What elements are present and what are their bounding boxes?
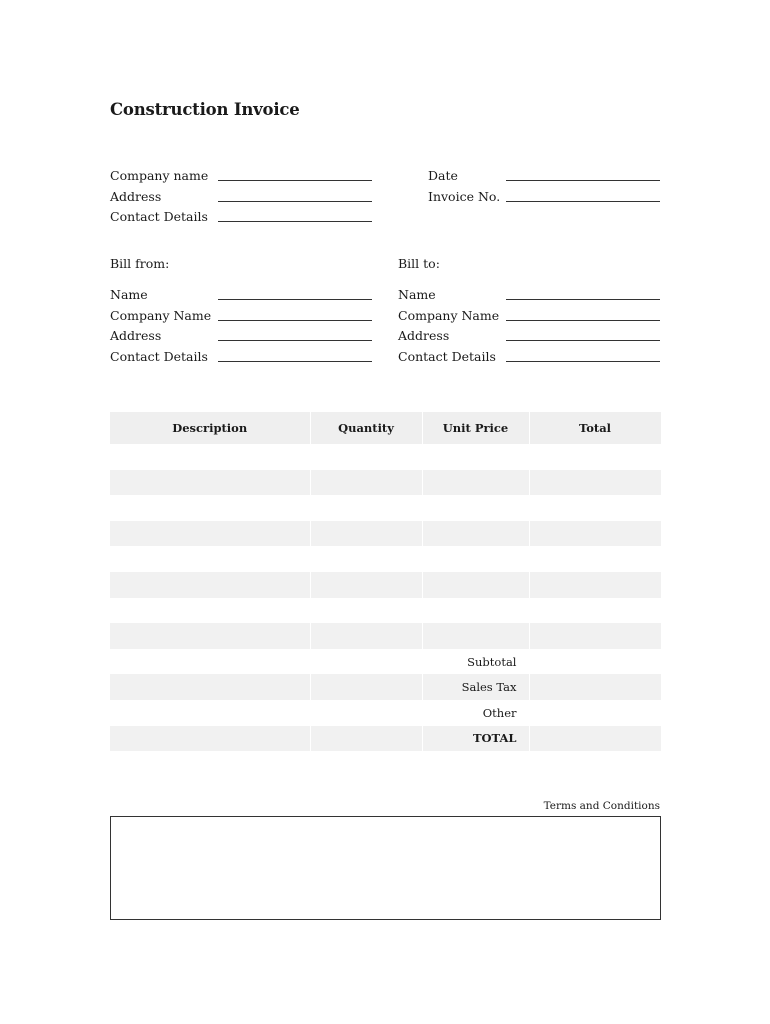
total-cell[interactable] [529,470,661,496]
quantity-cell[interactable] [310,572,422,598]
company-name-field[interactable] [218,180,372,181]
bill-from-address-field[interactable] [218,340,372,341]
header-unit-price: Unit Price [422,412,529,444]
total-cell[interactable] [529,598,661,624]
table-row [110,470,661,496]
description-cell[interactable] [110,495,310,521]
other-value-cell[interactable] [529,700,661,726]
total-value-cell[interactable] [529,726,661,752]
header-description: Description [110,412,310,444]
table-header-row [110,412,661,444]
total-cell[interactable] [529,495,661,521]
description-cell[interactable] [110,521,310,547]
subtotal-row [110,649,661,675]
total-row [110,726,661,752]
bill-from-contact-label: Contact Details [110,349,208,364]
unit-price-cell[interactable] [422,495,529,521]
invoice-items-table [110,412,662,751]
bill-from-address-label: Address [110,328,162,343]
table-row [110,598,661,624]
quantity-cell[interactable] [310,546,422,572]
sales-tax-row [110,674,661,700]
bill-from-company-label: Company Name [110,308,212,323]
table-row [110,623,661,649]
total-cell[interactable] [529,623,661,649]
company-address-field[interactable] [218,201,372,202]
bill-to-company-label: Company Name [398,308,500,323]
header-total: Total [529,412,661,444]
invoice-no-field[interactable] [506,201,660,202]
subtotal-value-cell[interactable] [529,649,661,675]
table-row [110,495,661,521]
unit-price-cell[interactable] [422,546,529,572]
other-row [110,700,661,726]
total-cell[interactable] [529,444,661,470]
sales-tax-value-cell[interactable] [529,674,661,700]
description-cell[interactable] [110,470,310,496]
header-quantity: Quantity [310,412,422,444]
total-label: TOTAL [422,726,529,752]
date-label: Date [428,168,458,183]
quantity-cell[interactable] [310,521,422,547]
bill-from-heading: Bill from: [110,256,170,271]
terms-label: Terms and Conditions [543,800,660,812]
unit-price-cell[interactable] [422,444,529,470]
bill-from-contact-field[interactable] [218,361,372,362]
bill-to-name-label: Name [398,287,436,302]
table-row [110,572,661,598]
description-cell[interactable] [110,598,310,624]
bill-to-heading: Bill to: [398,256,440,271]
unit-price-cell[interactable] [422,572,529,598]
bill-to-address-field[interactable] [506,340,660,341]
total-cell[interactable] [529,572,661,598]
table-row [110,521,661,547]
bill-to-contact-label: Contact Details [398,349,496,364]
other-label: Other [422,700,529,726]
bill-to-company-field[interactable] [506,320,660,321]
description-cell[interactable] [110,546,310,572]
table-row [110,546,661,572]
bill-from-name-label: Name [110,287,148,302]
invoice-no-label: Invoice No. [428,189,501,204]
unit-price-cell[interactable] [422,623,529,649]
bill-from-name-field[interactable] [218,299,372,300]
unit-price-cell[interactable] [422,521,529,547]
company-contact-field[interactable] [218,221,372,222]
sales-tax-label: Sales Tax [422,674,529,700]
quantity-cell[interactable] [310,495,422,521]
description-cell[interactable] [110,623,310,649]
quantity-cell[interactable] [310,598,422,624]
description-cell[interactable] [110,444,310,470]
date-field[interactable] [506,180,660,181]
unit-price-cell[interactable] [422,598,529,624]
quantity-cell[interactable] [310,444,422,470]
quantity-cell[interactable] [310,623,422,649]
total-cell[interactable] [529,546,661,572]
quantity-cell[interactable] [310,470,422,496]
bill-to-name-field[interactable] [506,299,660,300]
subtotal-label: Subtotal [422,649,529,675]
unit-price-cell[interactable] [422,470,529,496]
table-row [110,444,661,470]
description-cell[interactable] [110,572,310,598]
bill-to-contact-field[interactable] [506,361,660,362]
terms-textarea[interactable] [110,816,661,920]
company-address-label: Address [110,189,162,204]
bill-to-address-label: Address [398,328,450,343]
invoice-title: Construction Invoice [110,100,300,119]
company-name-label: Company name [110,168,209,183]
total-cell[interactable] [529,521,661,547]
bill-from-company-field[interactable] [218,320,372,321]
company-contact-label: Contact Details [110,209,208,224]
